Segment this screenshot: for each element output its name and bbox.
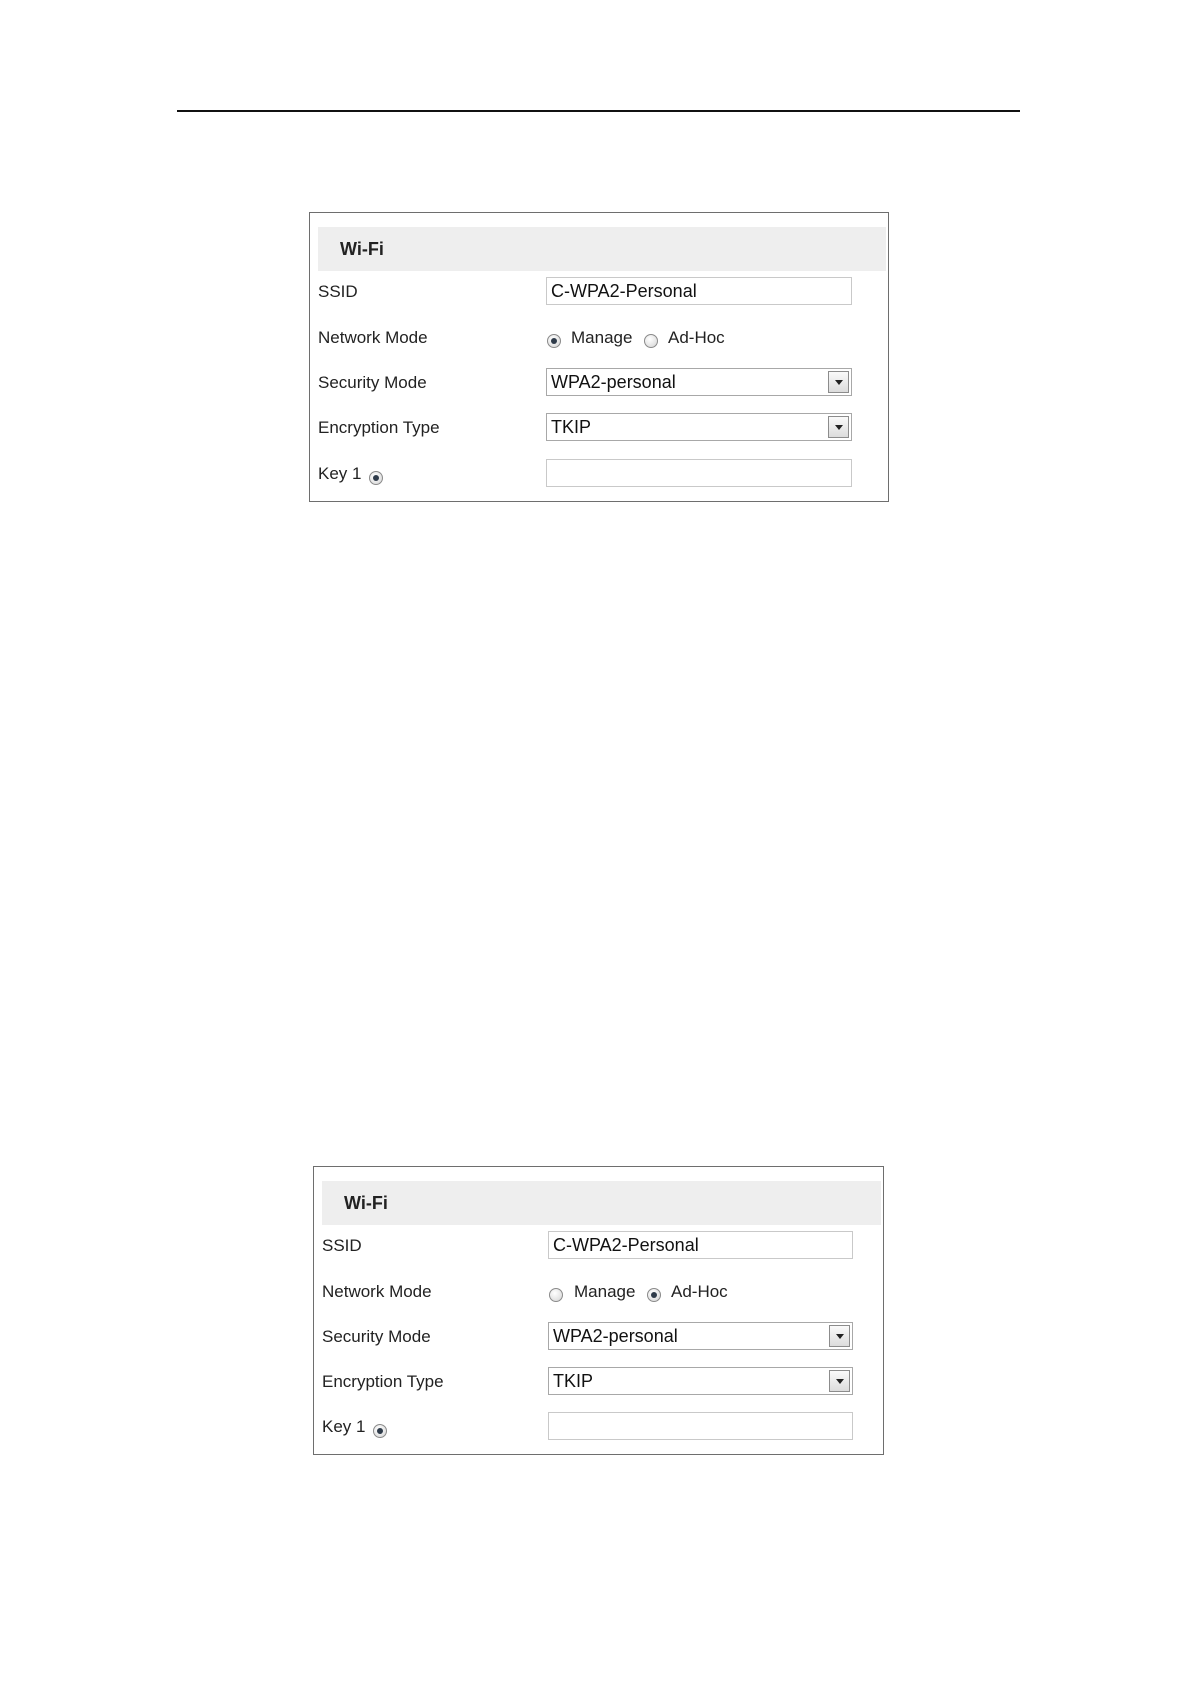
- network-mode-label: Network Mode: [322, 1282, 432, 1301]
- ssid-input[interactable]: C-WPA2-Personal: [546, 277, 852, 305]
- chevron-down-icon[interactable]: [828, 416, 849, 438]
- encryption-type-label: Encryption Type: [318, 418, 440, 437]
- network-mode-adhoc-radio[interactable]: [644, 334, 658, 348]
- ssid-label: SSID: [318, 282, 358, 301]
- network-mode-manage-label: Manage: [571, 328, 633, 347]
- security-mode-label: Security Mode: [318, 373, 427, 392]
- panel-header: [322, 1181, 881, 1225]
- panel-header: [318, 227, 886, 271]
- key-input[interactable]: [546, 459, 852, 487]
- network-mode-manage-radio[interactable]: [547, 334, 561, 348]
- encryption-type-select[interactable]: [548, 1367, 853, 1395]
- page-header-rule: [177, 110, 1020, 112]
- wifi-settings-panel: [313, 1166, 884, 1455]
- network-mode-row: [314, 1277, 883, 1307]
- chevron-down-icon[interactable]: [829, 1325, 850, 1347]
- ssid-input[interactable]: C-WPA2-Personal: [548, 1231, 853, 1259]
- network-mode-adhoc-label: Ad-Hoc: [671, 1282, 728, 1301]
- security-mode-value: WPA2-personal: [553, 1326, 678, 1346]
- network-mode-label: Network Mode: [318, 328, 428, 347]
- key-row: [314, 1412, 883, 1442]
- key-1-radio[interactable]: [369, 471, 383, 485]
- security-mode-select[interactable]: [548, 1322, 853, 1350]
- wifi-settings-panel: [309, 212, 889, 502]
- encryption-type-row: [310, 413, 888, 443]
- ssid-row: [314, 1231, 883, 1261]
- ssid-label: SSID: [322, 1236, 362, 1255]
- chevron-down-icon[interactable]: [828, 371, 849, 393]
- network-mode-adhoc-radio[interactable]: [647, 1288, 661, 1302]
- network-mode-adhoc-label: Ad-Hoc: [668, 328, 725, 347]
- network-mode-manage-label: Manage: [574, 1282, 636, 1301]
- encryption-type-value: TKIP: [551, 417, 592, 437]
- security-mode-select[interactable]: [546, 368, 852, 396]
- key-label: Key 1: [318, 464, 362, 483]
- security-mode-row: [310, 368, 888, 398]
- network-mode-row: [310, 323, 888, 353]
- network-mode-manage-radio[interactable]: [549, 1288, 563, 1302]
- security-mode-row: [314, 1322, 883, 1352]
- encryption-type-row: [314, 1367, 883, 1397]
- security-mode-value: WPA2-personal: [551, 372, 676, 392]
- security-mode-label: Security Mode: [322, 1327, 431, 1346]
- key-1-radio[interactable]: [373, 1424, 387, 1438]
- key-input[interactable]: [548, 1412, 853, 1440]
- encryption-type-label: Encryption Type: [322, 1372, 444, 1391]
- panel-title: Wi-Fi: [344, 1193, 388, 1213]
- key-row: [310, 459, 888, 489]
- key-label: Key 1: [322, 1417, 366, 1436]
- encryption-type-value: TKIP: [553, 1371, 594, 1391]
- panel-title: Wi-Fi: [340, 239, 384, 259]
- chevron-down-icon[interactable]: [829, 1370, 850, 1392]
- encryption-type-select[interactable]: [546, 413, 852, 441]
- ssid-row: [310, 277, 888, 307]
